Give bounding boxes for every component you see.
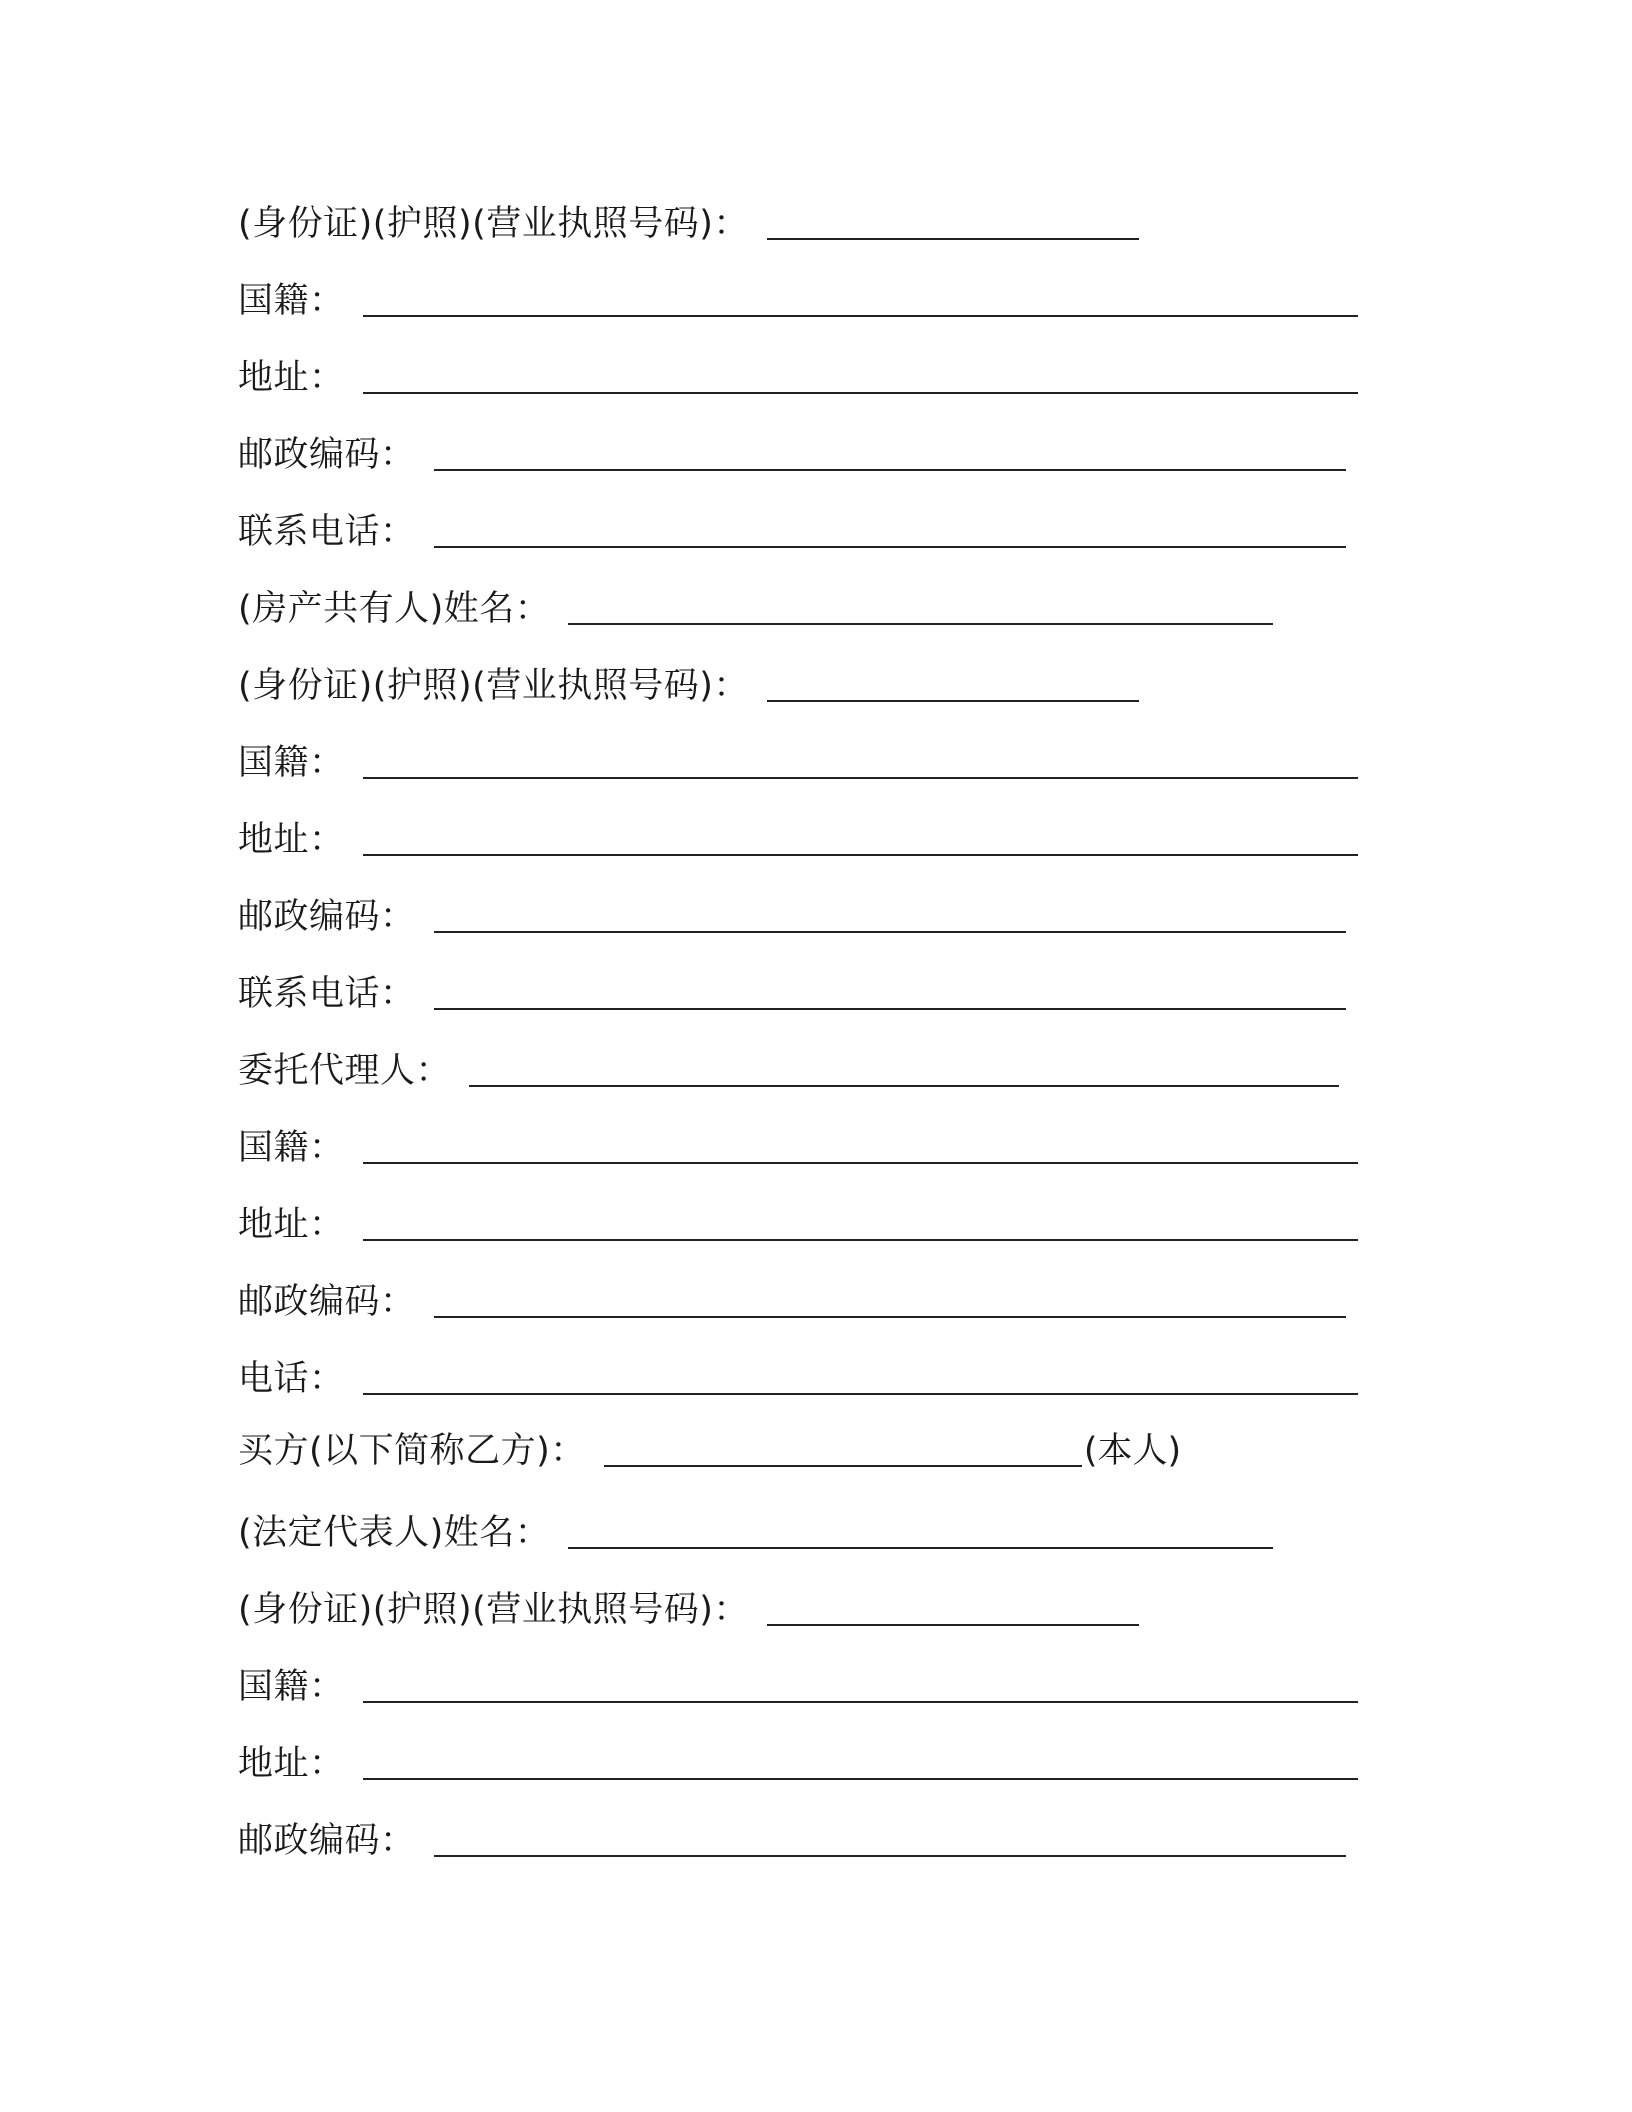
phone-line <box>238 504 1346 554</box>
address-line <box>238 1736 1358 1786</box>
fill-blank <box>363 1778 1358 1780</box>
field-label: 邮政编码： <box>238 1282 416 1322</box>
fill-blank <box>363 392 1358 394</box>
field-label: 地址： <box>238 358 345 398</box>
field-label: 地址： <box>238 1205 345 1245</box>
fill-blank <box>767 238 1139 240</box>
fill-blank <box>434 469 1346 471</box>
field-label: (房产共有人)姓名： <box>238 589 551 629</box>
field-label: 地址： <box>238 1744 345 1784</box>
nationality-line <box>238 735 1358 785</box>
address-line <box>238 350 1358 400</box>
fill-blank <box>363 1701 1358 1703</box>
fill-blank <box>434 1008 1346 1010</box>
field-label: 邮政编码： <box>238 435 416 475</box>
field-label: 国籍： <box>238 1667 345 1707</box>
field-label: (身份证)(护照)(营业执照号码)： <box>238 1590 749 1630</box>
field-label: 地址： <box>238 820 345 860</box>
fill-blank <box>363 1393 1358 1395</box>
field-label: (法定代表人)姓名： <box>238 1513 551 1553</box>
buyer-self-note: (本人) <box>1083 1431 1182 1471</box>
fill-blank <box>767 1624 1139 1626</box>
nationality-line <box>238 1120 1358 1170</box>
postal-code-line <box>238 1813 1346 1863</box>
fill-blank <box>434 1316 1346 1318</box>
agent-line <box>238 1043 1339 1093</box>
phone-line <box>238 1351 1358 1401</box>
fill-blank <box>568 623 1273 625</box>
fill-blank <box>363 315 1358 317</box>
legal-rep-name-line <box>238 1505 1273 1555</box>
field-label: 买方(以下简称乙方)： <box>238 1431 586 1471</box>
field-label: (身份证)(护照)(营业执照号码)： <box>238 666 749 706</box>
field-label: 邮政编码： <box>238 1821 416 1861</box>
fill-blank <box>568 1547 1273 1549</box>
fill-blank <box>363 1239 1358 1241</box>
field-label: 联系电话： <box>238 512 416 552</box>
postal-code-line <box>238 427 1346 477</box>
field-label: 电话： <box>238 1359 345 1399</box>
field-label: 国籍： <box>238 1128 345 1168</box>
fill-blank <box>434 546 1346 548</box>
id-number-line <box>238 658 1139 708</box>
phone-line <box>238 966 1346 1016</box>
fill-blank <box>469 1085 1339 1087</box>
field-label: 联系电话： <box>238 974 416 1014</box>
nationality-line <box>238 1659 1358 1709</box>
fill-blank <box>363 777 1358 779</box>
field-label: 国籍： <box>238 743 345 783</box>
fill-blank <box>363 1162 1358 1164</box>
fill-blank <box>767 700 1139 702</box>
fill-blank <box>434 1855 1346 1857</box>
id-number-line <box>238 196 1139 246</box>
postal-code-line <box>238 1274 1346 1324</box>
co-owner-name-line <box>238 581 1273 631</box>
address-line <box>238 812 1358 862</box>
field-label: 国籍： <box>238 281 345 321</box>
fill-blank <box>604 1465 1082 1467</box>
address-line <box>238 1197 1358 1247</box>
field-label: 邮政编码： <box>238 897 416 937</box>
nationality-line <box>238 273 1358 323</box>
fill-blank <box>434 931 1346 933</box>
postal-code-line <box>238 889 1346 939</box>
id-number-line <box>238 1582 1139 1632</box>
field-label: 委托代理人： <box>238 1051 452 1091</box>
field-label: (身份证)(护照)(营业执照号码)： <box>238 204 749 244</box>
buyer-line <box>238 1423 1181 1473</box>
fill-blank <box>363 854 1358 856</box>
